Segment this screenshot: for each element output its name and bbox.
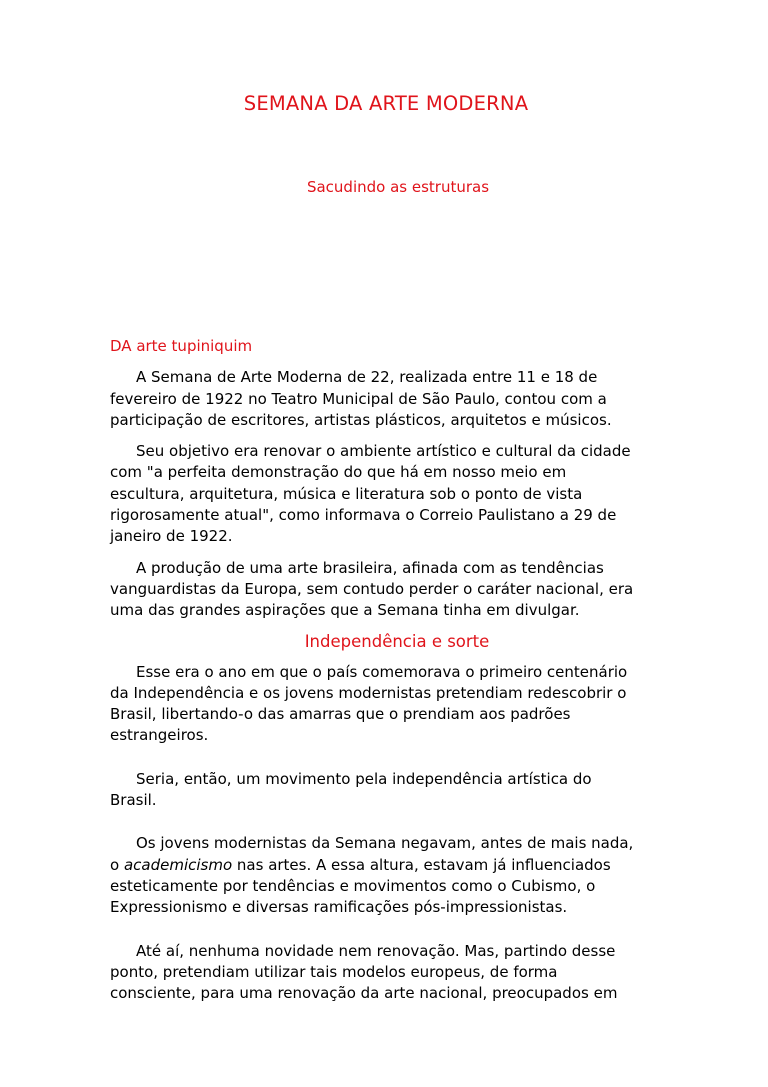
paragraph-line: da Independência e os jovens modernistas pretendiam redescobrir o bbox=[110, 683, 627, 702]
document-subtitle: Sacudindo as estruturas bbox=[306, 178, 490, 196]
paragraph-line: escultura, arquitetura, música e literatura sob o ponto de vista bbox=[110, 484, 583, 503]
paragraph-line: Esse era o ano em que o país comemorava o primeiro centenário bbox=[136, 662, 628, 681]
paragraph bbox=[110, 662, 660, 747]
paragraph bbox=[110, 367, 660, 431]
paragraph-line: consciente, para uma renovação da arte nacional, preocupados em bbox=[110, 984, 618, 1003]
paragraph-line: fevereiro de 1922 no Teatro Municipal de São Paulo, contou com a bbox=[110, 389, 607, 408]
paragraph-line: janeiro de 1922. bbox=[110, 527, 233, 546]
document-title: SEMANA DA ARTE MODERNA bbox=[243, 92, 529, 115]
paragraph-line: A produção de uma arte brasileira, afinada com as tendências bbox=[136, 558, 604, 577]
section-heading-independencia: Independência e sorte bbox=[304, 631, 490, 651]
text-fragment: nas artes. A essa altura, estavam já influenciados bbox=[232, 855, 611, 874]
paragraph bbox=[110, 833, 660, 918]
paragraph-line: rigorosamente atual", como informava o Correio Paulistano a 29 de bbox=[110, 506, 617, 525]
paragraph-line: Os jovens modernistas da Semana negavam, antes de mais nada, bbox=[136, 834, 634, 853]
paragraph-line: Brasil. bbox=[110, 791, 157, 810]
paragraph-line: Brasil, libertando-o das amarras que o prendiam aos padrões bbox=[110, 705, 571, 724]
paragraph-line: vanguardistas da Europa, sem contudo perder o caráter nacional, era bbox=[110, 579, 634, 598]
paragraph-line: Expressionismo e diversas ramificações pós-impressionistas. bbox=[110, 898, 568, 917]
paragraph bbox=[110, 941, 660, 1005]
paragraph-line: esteticamente por tendências e movimentos como o Cubismo, o bbox=[110, 876, 596, 895]
paragraph bbox=[110, 558, 660, 622]
paragraph-line bbox=[110, 856, 611, 874]
paragraph-line: uma das grandes aspirações que a Semana tinha em divulgar. bbox=[110, 601, 580, 620]
paragraph-line: Até aí, nenhuma novidade nem renovação. Mas, partindo desse bbox=[136, 941, 616, 960]
paragraph-line: ponto, pretendiam utilizar tais modelos europeus, de forma bbox=[110, 962, 558, 981]
paragraph bbox=[110, 769, 660, 812]
paragraph-line: Seu objetivo era renovar o ambiente artístico e cultural da cidade bbox=[136, 442, 631, 461]
paragraph bbox=[110, 441, 660, 547]
paragraph-line: A Semana de Arte Moderna de 22, realizada entre 11 e 18 de bbox=[136, 368, 598, 387]
section-heading-arte-tupiniquim: DA arte tupiniquim bbox=[110, 337, 253, 355]
emphasis-academicismo: academicismo bbox=[123, 855, 233, 874]
document-body bbox=[110, 336, 660, 1004]
text-fragment: o bbox=[110, 855, 124, 874]
paragraph-line: Seria, então, um movimento pela independência artística do bbox=[136, 769, 592, 788]
paragraph-line: estrangeiros. bbox=[110, 726, 209, 745]
paragraph-line: com "a perfeita demonstração do que há em nosso meio em bbox=[110, 463, 567, 482]
paragraph-line: participação de escritores, artistas plásticos, arquitetos e músicos. bbox=[110, 410, 612, 429]
